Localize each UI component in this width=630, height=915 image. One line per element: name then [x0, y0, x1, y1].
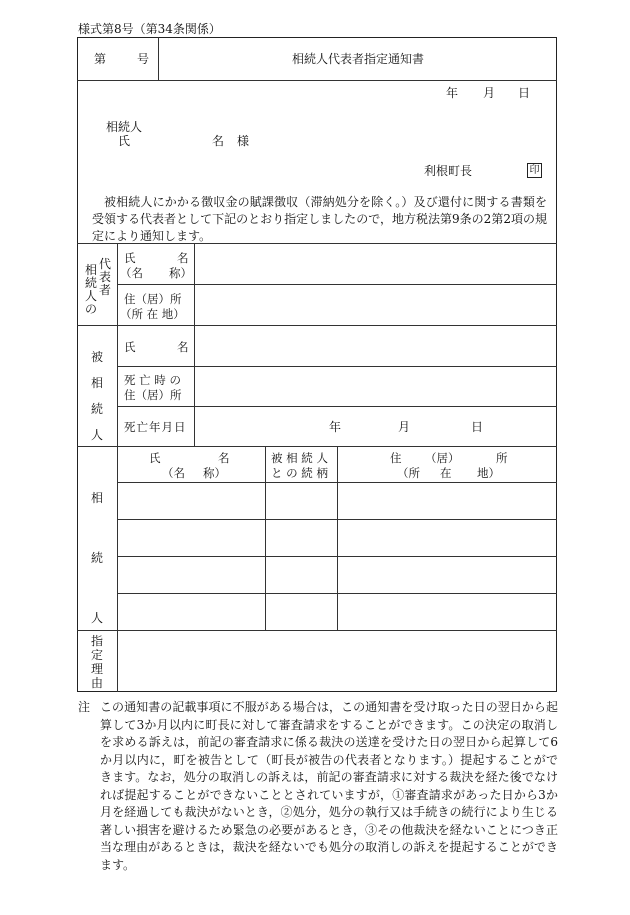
issuer-name: 利根町長	[424, 164, 473, 178]
heirs-side-label: 相 続 人	[90, 491, 103, 625]
death-date-day: 日	[471, 420, 484, 434]
appeal-note	[78, 699, 558, 874]
death-date-month: 月	[398, 420, 411, 434]
heir-col-address-c: 所	[496, 451, 508, 465]
heir-col-name-d: 称）	[203, 466, 226, 480]
date-day: 日	[518, 86, 531, 100]
death-date-year: 年	[329, 420, 342, 434]
dec-name-label-a: 氏	[124, 340, 136, 354]
rule-header-bottom	[77, 80, 557, 81]
intro-text: 被相続人にかかる徴収金の賦課徴収（滞納処分を除く。）及び還付に関する書類を受領する代表者として下記のとおり指定しましたので，地方税法第9条の2第2項の規定により通知します。	[92, 195, 547, 243]
heir-col-relation-2: と の 続 柄	[271, 466, 328, 480]
heir-col-address-e: 在	[440, 466, 452, 480]
rep-side-col-b: 代 表 者	[98, 257, 111, 297]
dec-address-label-1: 死 亡 時 の	[124, 373, 181, 387]
rule-rep-bottom	[77, 325, 557, 326]
heir-col-name-a: 氏	[149, 451, 161, 465]
rule-side-col	[117, 243, 118, 692]
heir-col-relation-1: 被 相 続 人	[271, 451, 328, 465]
rep-address-label-2: （所 在 地）	[120, 307, 185, 321]
note-text: この通知書の記載事項に不服がある場合は，この通知書を受け取った日の翌日から起算して3か月以内に町長に対して審査請求をすることができます。この決定の取消しを求める訴えは，前記の審査請求に係る裁決の送達を受けた日の翌日から起算して6か月以内に，町を被告として（町長が被告の代表者となります。）提起することができます。なお，処分の取消しの訴えは，前記の審査請求に対する裁決を経た後でなければ提起することができないこととされていますが，①審査請求があった日から3か月を経過しても裁決がないとき，②処分，処分の執行又は手続きの続行により生じる著しい損害を避けるため緊急の必要があるとき，③その他裁決を経ないことにつき正当な理由があるときは，裁決を経ないでも処分の取消しの訴えを提起することができます。	[100, 700, 558, 872]
rule-dec-bottom	[77, 446, 557, 447]
seal-icon: 印	[527, 163, 542, 178]
date-year: 年	[446, 86, 459, 100]
rep-name-label-b: 名	[177, 251, 189, 265]
rule-header-divider	[158, 37, 159, 80]
heir-col-address-d: （所	[397, 466, 420, 480]
death-date-label: 死亡年月日	[124, 420, 187, 434]
rule-heir-bottom	[77, 630, 557, 631]
deceased-side-label: 被 相 続 人	[90, 350, 103, 442]
rule-heir-col2	[337, 446, 338, 630]
rep-name-label-a: 氏	[124, 251, 136, 265]
number-suffix: 号	[137, 52, 150, 66]
rep-name-label-c: （名	[120, 266, 143, 280]
heir-col-address-b: （居）	[425, 451, 460, 465]
rep-side-col-a: 相 続 人 の	[84, 263, 97, 316]
addressee-name-label2: 名	[212, 134, 225, 148]
rule-dec-1	[117, 366, 557, 367]
form-number-label: 様式第8号（第34条関係）	[78, 22, 221, 36]
heir-col-address-f: 地）	[477, 466, 500, 480]
heir-col-address-a: 住	[390, 451, 402, 465]
document-title: 相続人代表者指定通知書	[292, 52, 425, 66]
dec-address-label-2: 住（居）所	[124, 388, 182, 402]
rep-name-label-d: 称）	[169, 266, 192, 280]
heir-col-name-c: （名	[162, 466, 185, 480]
reason-side-label: 指 定 理 由	[90, 634, 103, 690]
rule-rep-mid	[117, 284, 557, 285]
rule-label-col	[194, 243, 195, 446]
date-month: 月	[483, 86, 496, 100]
rep-address-label-1: 住（居）所	[124, 292, 182, 306]
note-mark: 注	[78, 700, 91, 714]
addressee-line1: 相続人	[106, 120, 143, 134]
addressee-name-label: 氏	[118, 134, 131, 148]
dec-name-label-b: 名	[177, 340, 189, 354]
heir-col-name-b: 名	[218, 451, 230, 465]
rule-heir-col1	[265, 446, 266, 630]
addressee-honorific: 様	[237, 134, 250, 148]
rule-dec-2	[117, 406, 557, 407]
number-prefix: 第	[94, 52, 107, 66]
